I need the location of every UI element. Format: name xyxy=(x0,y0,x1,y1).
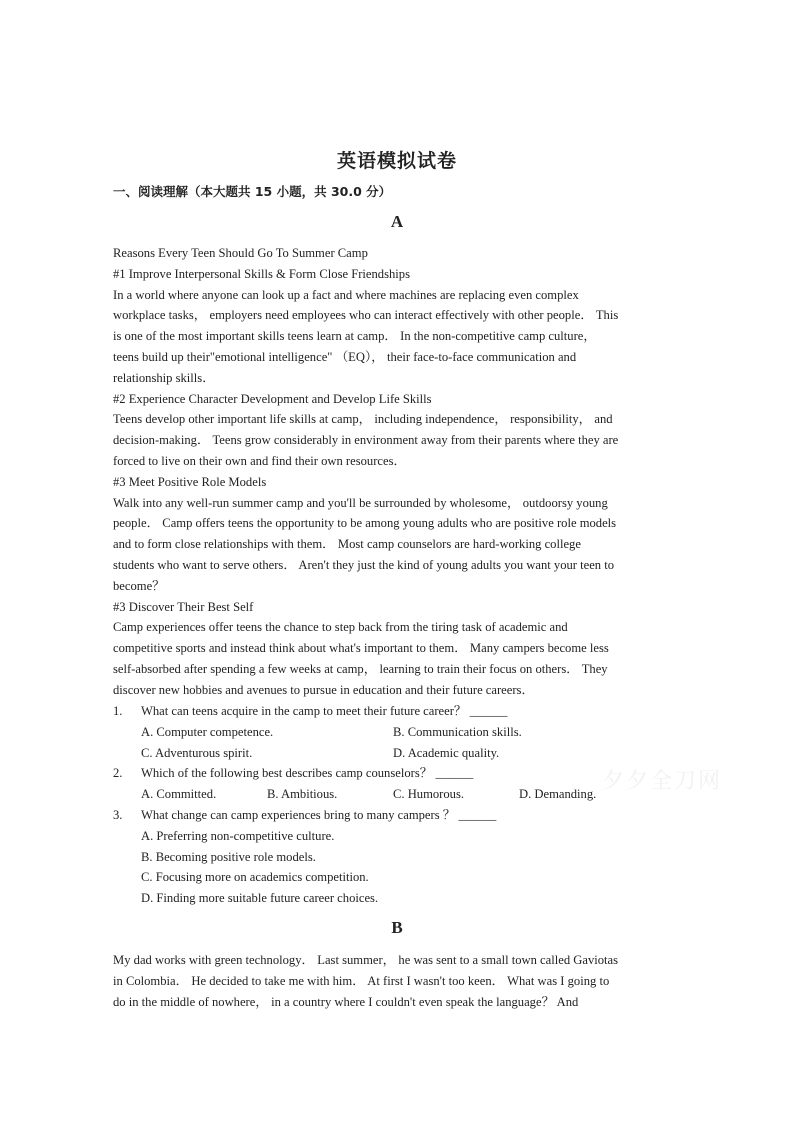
passage-line: discover new hobbies and avenues to pursue in education and their future careers． xyxy=(113,682,535,697)
passage-line: #1 Improve Interpersonal Skills & Form Close Friendships xyxy=(113,266,410,281)
question-stem: What change can camp experiences bring to many campers ？ ______ xyxy=(141,808,497,822)
passage-line: #2 Experience Character Development and Develop Life Skills xyxy=(113,391,432,406)
option-b[interactable]: B. Communication skills. xyxy=(393,724,522,739)
passage-line: people． Camp offers teens the opportunity to be among young adults who are positive role models xyxy=(113,516,617,531)
option-a[interactable]: A. Computer competence. xyxy=(141,724,274,739)
option-a[interactable]: A. Preferring non-competitive culture. xyxy=(141,828,335,843)
passage-line: become？ xyxy=(113,578,165,593)
passage-line: My dad works with green technology． Last summer， he was sent to a small town called Gaviotas xyxy=(113,953,619,967)
passage-a-label: A xyxy=(390,212,404,231)
question-stem: What can teens acquire in the camp to meet their future career？ ______ xyxy=(141,704,508,718)
passage-line: teens build up their"emotional intelligence" （EQ）， their face-to-face communication and xyxy=(113,350,577,364)
passage-line: Teens develop other important life skills at camp， including independence， responsibility， and xyxy=(113,412,613,427)
passage-line: competitive sports and instead think about what's important to them． Many campers become less xyxy=(113,641,609,656)
passage-line: students who want to serve others． Aren't they just the kind of young adults you want your teen to xyxy=(113,558,615,572)
option-b[interactable]: B. Ambitious. xyxy=(267,786,338,801)
section-heading: 一、阅读理解（本大题共 15 小题，共 30.0 分） xyxy=(113,184,392,199)
option-d[interactable]: D. Demanding. xyxy=(519,786,597,801)
passage-line: and to form close relationships with them． Most camp counselors are hard-working college xyxy=(113,537,581,552)
option-a[interactable]: A. Committed. xyxy=(141,786,217,801)
question-number: 3. xyxy=(113,808,123,822)
option-d[interactable]: D. Academic quality. xyxy=(393,745,500,760)
passage-line: #3 Meet Positive Role Models xyxy=(113,474,267,489)
option-b[interactable]: B. Becoming positive role models. xyxy=(141,849,316,864)
question-number: 1. xyxy=(113,704,123,718)
passage-line: workplace tasks， employers need employees who can interact effectively with other people． This xyxy=(113,308,619,323)
passage-line: decision-making． Teens grow considerably in environment away from their parents where they are xyxy=(113,433,619,448)
passage-line: #3 Discover Their Best Self xyxy=(113,599,254,614)
passage-line: In a world where anyone can look up a fact and where machines are replacing even complex xyxy=(113,287,579,302)
option-d[interactable]: D. Finding more suitable future career choices. xyxy=(141,891,379,906)
option-c[interactable]: C. Humorous. xyxy=(393,786,465,801)
passage-line: relationship skills． xyxy=(113,370,215,385)
watermark: 夕夕全刀网 xyxy=(602,769,723,794)
passage-line: self-absorbed after spending a few weeks at camp， learning to train their focus on others． They xyxy=(113,662,608,676)
passage-line: Walk into any well-run summer camp and you'll be surrounded by wholesome， outdoorsy young xyxy=(113,495,608,510)
passage-line: Camp experiences offer teens the chance to step back from the tiring task of academic and xyxy=(113,620,568,635)
passage-line: forced to live on their own and find their own resources． xyxy=(113,454,407,468)
exam-title: 英语模拟试卷 xyxy=(336,150,457,172)
passage-line: is one of the most important skills teens learn at camp． In the non-competitive camp culture， xyxy=(113,329,596,344)
question-stem: Which of the following best describes camp counselors？ ______ xyxy=(141,766,474,780)
option-c[interactable]: C. Focusing more on academics competition. xyxy=(141,870,369,885)
passage-line: do in the middle of nowhere， in a country where I couldn't even speak the language？ And xyxy=(113,994,579,1009)
question-number: 2. xyxy=(113,766,123,780)
passage-line: in Colombia． He decided to take me with him． At first I wasn't too keen． What was I going to xyxy=(113,973,610,988)
option-c[interactable]: C. Adventurous spirit. xyxy=(141,745,253,760)
passage-b-label: B xyxy=(391,918,403,937)
passage-line: Reasons Every Teen Should Go To Summer Camp xyxy=(113,246,368,260)
